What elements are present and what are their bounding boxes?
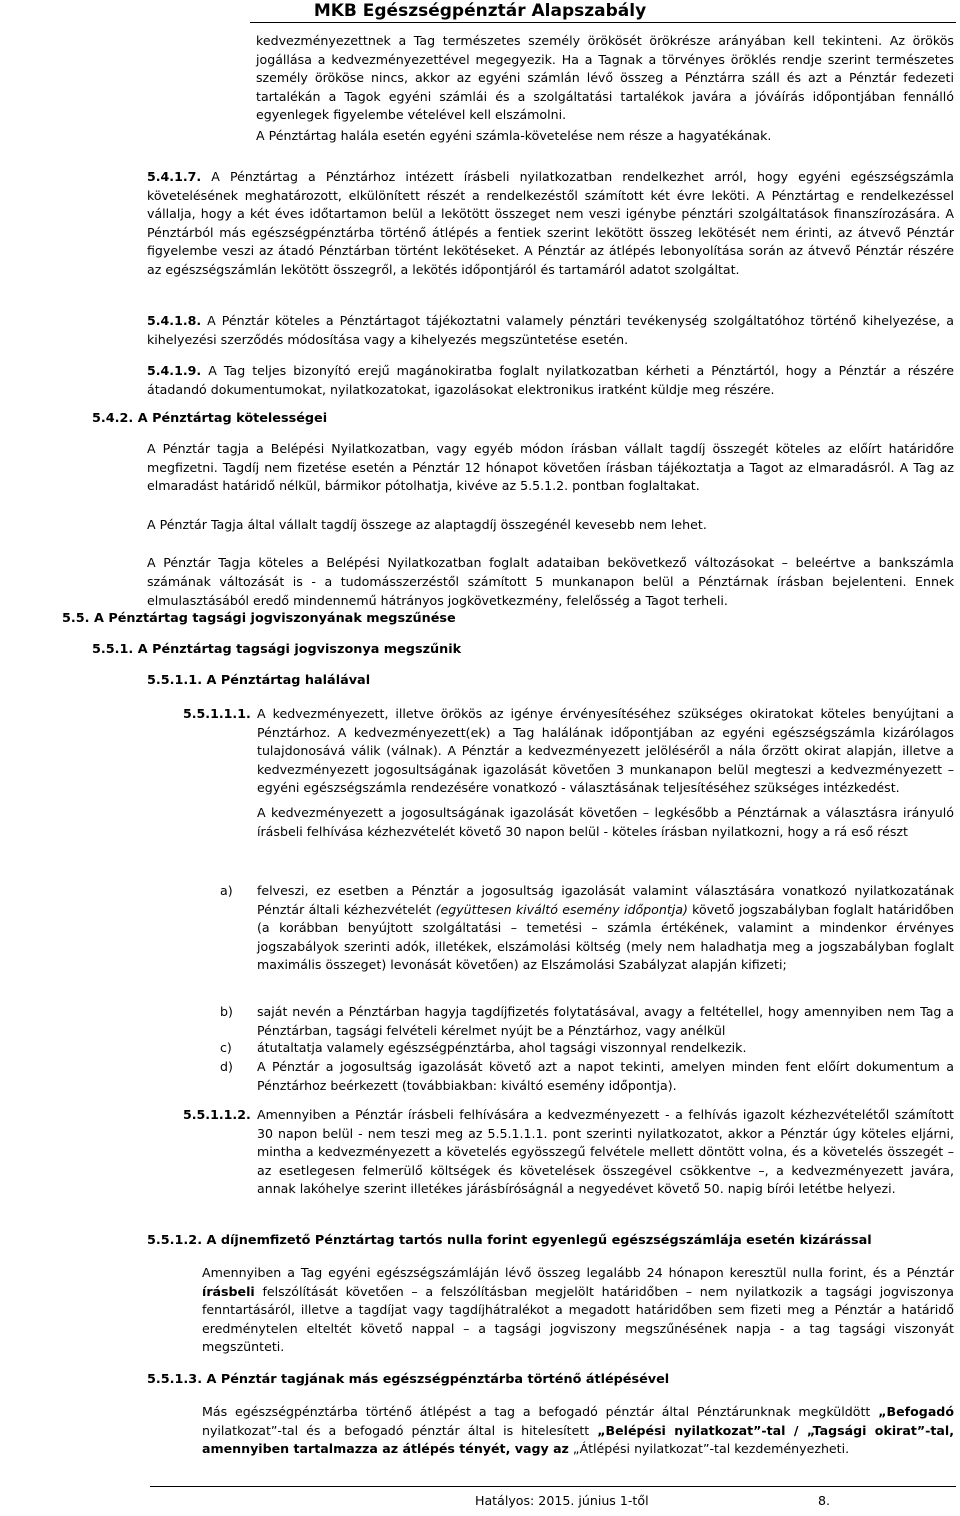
paragraph: A Pénztártag halála esetén egyéni számla-követelése nem része a hagyatékának. xyxy=(256,127,772,143)
page-number: 8. xyxy=(818,1493,831,1508)
list-marker: c) xyxy=(220,1040,232,1055)
list-text: követő jogszabályban foglalt határidőben (a korábban benyújtott szolgáltatási – temetési – számla értékének, valamint a mindenkor érvényes jogszabályok szerinti adók, illetékek, elszámolási költség (mely nem haladhatja meg a jogszabályban foglalt maximális összeget) levonását követően) az Elszámolási Szabályzat alapján kifizeti; xyxy=(257,901,955,973)
list-text: felveszi, ez esetben a Pénztár a jogosultság igazolását valamint választására vonatkozó nyilatkozatának Pénztár általi kézhezvételét xyxy=(257,883,954,917)
section-text: A Pénztártag a Pénztárhoz intézett írásbeli nyilatkozatban rendelkezhet arról, hogy egyéni egészségszámla követelésének meghatározott, elkülönített részét a rendelkezéstől számított két évre leköti. A Pénztártag e rendelkezéssel vállalja, hogy a két éves időtartamon belül a lekötött összeget nem veszi igénybe pénztári szolgáltatások finanszírozására. A Pénztárból más egészségpénztárba történő átlépés a fentiek szerint lekötött összeg lekötését nem érinti, az átvevő Pénztár figyelembe veszi az átadó Pénztárban történt lekötéseket. A Pénztár az átlépés lebonyolítása során az átvevő Pénztár részére az egészségszámlán lekötött összegről, a lekötés időpontjáról és tartamáról adatot szolgáltat. xyxy=(147,169,954,277)
section-text: A Pénztár köteles a Pénztártagot tájékoztatni valamely pénztári tevékenység szolgáltatóhoz történő kihelyezése, a kihelyezési szerződés módosítása vagy a kihelyezés megszüntetése esetén. xyxy=(147,313,954,347)
heading-5-5: 5.5. A Pénztártag tagsági jogviszonyának megszűnése xyxy=(62,611,456,626)
section-number: 5.4.1.8. xyxy=(147,313,202,328)
paragraph-text: Amennyiben a Tag egyéni egészségszámláján lévő összeg legalább 24 hónapon keresztül nulla forint, és a Pénztár xyxy=(202,1265,954,1280)
section-5-4-1-8 xyxy=(147,312,954,349)
section-5-4-1-7 xyxy=(147,168,954,280)
list-item-c xyxy=(220,1039,954,1058)
paragraph: A kedvezményezett a jogosultságának igazolását követően – legkésőbb a Pénztárnak a választásra irányuló írásbeli felhívása kézhezvételét követő 30 napon belül - köteles írásban nyilatkozni, hogy a rá eső részt xyxy=(257,804,954,839)
list-marker: b) xyxy=(220,1004,233,1019)
header-rule xyxy=(250,22,956,23)
section-5-4-1-9 xyxy=(147,362,954,399)
page-footer xyxy=(0,1492,960,1512)
bold-text: „Belépési nyilatkozat”-tal / „Tagsági okirat”-tal, amennyiben tartalmazza az átlépés tényét, vagy az xyxy=(202,1422,954,1457)
list-marker: a) xyxy=(220,883,233,898)
list-italic-text: (együttesen kiváltó esemény időpontja) xyxy=(435,901,688,917)
continued-paragraph xyxy=(256,32,954,146)
list-text: átutaltatja valamely egészségpénztárba, ahol tagsági viszonnyal rendelkezik. xyxy=(257,1040,747,1055)
paragraph-text: nyilatkozat”-tal és a befogadó pénztár által is hitelesített xyxy=(202,1422,590,1438)
section-number: 5.5.1.1.2. xyxy=(183,1107,251,1122)
list-marker: d) xyxy=(220,1059,233,1074)
bold-text: „Befogadó xyxy=(878,1404,954,1419)
list-text: A Pénztár a jogosultság igazolását követő azt a napot tekinti, amelyen minden fent előírt dokumentum a Pénztárhoz beérkezett (továbbiakban: kiváltó esemény időpontja). xyxy=(257,1059,954,1093)
section-number: 5.4.1.7. xyxy=(147,169,202,184)
paragraph: kedvezményezettnek a Tag természetes személy örökösét örökrésze arányában kell tekinteni. Az örökös jogállása a kedvezményezettével megegyezik. Ha a Tagnak a törvényes öröklés rendje szerint természetes személy örököse nincs, akkor az egyéni számlán lévő összeg a Pénztárra száll és azt a Pénztár fedezeti tartalékán a Tagok egyéni számlái és a szolgáltatási tartalékok javára a jóváírás időpontjában fennálló egyenlegek figyelembe vételével kell elszámolni. xyxy=(256,33,954,123)
section-5-5-1-2-body xyxy=(202,1264,954,1357)
paragraph: A Pénztár Tagja köteles a Belépési Nyilatkozatban foglalt adataiban bekövetkező változásokat – beleértve a bankszámla számának változását is - a tudomásszerzéstől számított 5 munkanapon belül a Pénztárnak írásban bejelenteni. Ennek elmulasztásából eredő mindennemű hátrányos jogkövetkezmény, felelősség a Tagot terheli. xyxy=(147,555,954,608)
paragraph-text: „Átlépési nyilatkozat”-tal kezdeményezheti. xyxy=(572,1441,850,1457)
list-text: saját nevén a Pénztárban hagyja tagdíjfizetés folytatásával, avagy a feltétellel, hogy amennyiben nem Tag a Pénztárban, tagsági felvételi kérelmet nyújt be a Pénztárhoz, vagy anélkül xyxy=(257,1004,954,1038)
list-item-b xyxy=(220,1003,954,1040)
effective-date: Hatályos: 2015. június 1-től xyxy=(475,1493,649,1508)
list-item-d xyxy=(220,1058,954,1095)
section-number: 5.4.1.9. xyxy=(147,363,202,378)
paragraph: A Pénztár Tagja által vállalt tagdíj összege az alaptagdíj összegénél kevesebb nem lehet. xyxy=(147,516,707,532)
section-5-5-1-1-1 xyxy=(183,705,954,841)
heading-5-4-2: 5.4.2. A Pénztártag kötelességei xyxy=(92,411,328,426)
list-item-a xyxy=(220,882,954,975)
section-5-4-2-body xyxy=(147,440,954,610)
section-text: A Tag teljes bizonyító erejű magánokiratba foglalt nyilatkozatban kérheti a Pénztártól, hogy a Pénztár a részére átadandó dokumentumokat, nyilatkozatokat, igazolásokat elektronikus iratként küldje meg részére. xyxy=(147,363,954,397)
heading-5-5-1-3: 5.5.1.3. A Pénztár tagjának más egészségpénztárba történő átlépésével xyxy=(147,1372,670,1387)
document-title: MKB Egészségpénztár Alapszabály xyxy=(313,1,647,21)
section-5-5-1-1-2 xyxy=(183,1106,954,1199)
section-number: 5.5.1.1.1. xyxy=(183,706,251,721)
footer-rule xyxy=(150,1486,956,1487)
paragraph-text: Más egészségpénztárba történő átlépést a tag a befogadó pénztár által Pénztárunknak megküldött xyxy=(202,1404,871,1419)
heading-5-5-1-2: 5.5.1.2. A díjnemfizető Pénztártag tartós nulla forint egyenlegű egészségszámlája esetén kizárással xyxy=(147,1233,872,1248)
paragraph-text: felszólítását követően – a felszólításban megjelölt határidőben – nem nyilatkozik a tagsági jogviszonya fenntartásáról, illetve a tagdíjat vagy tagdíjhátralékot a megadott határidőben sem fizeti meg a Pénztár a határidő eredménytelen elteltét követő nappal – a tagsági jogviszony megszűnésének napja - a tag tagsági viszonyát megszünteti. xyxy=(202,1283,954,1355)
bold-text: írásbeli xyxy=(202,1283,255,1299)
section-text: Amennyiben a Pénztár írásbeli felhívására a kedvezményezett - a felhívás igazolt kézhezvételétől számított 30 napon belül - nem teszi meg az 5.5.1.1.1. pont szerinti nyilatkozatot, akkor a Pénztár úgy köteles eljárni, mintha a kedvezményezett a követelés egyösszegű felvétele mellett döntött volna, és a követelés összegét – az esetlegesen felmerülő költségek és követelések összegével csökkentve –, a kedvezményezett javára, annak lakóhelye szerint illetékes járásbíróságnál a negyedévet követő 50. napig bírói letétbe helyezi. xyxy=(257,1107,954,1197)
heading-5-5-1: 5.5.1. A Pénztártag tagsági jogviszonya megszűnik xyxy=(92,642,462,657)
section-5-5-1-3-body xyxy=(202,1403,954,1459)
page-header xyxy=(0,0,960,22)
section-text: A kedvezményezett, illetve örökös az igénye érvényesítéséhez szükséges okiratokat köteles benyújtani a Pénztárhoz. A kedvezményezett(ek) a Tag halálának időpontjában az egyéni egészségszámla kizárólagos tulajdonosává válik (válnak). A Pénztár a kedvezményezett jelöléséről a nála őrzött okirat alapján, illetve a kedvezményezett jogosultságának igazolását követően 3 munkanapon belül megteszi a kedvezményezett – egyéni egészségszámla rendezésére vonatkozó - választásának teljesítéséhez szükséges intézkedést. xyxy=(257,706,954,796)
heading-5-5-1-1: 5.5.1.1. A Pénztártag halálával xyxy=(147,673,371,688)
paragraph: A Pénztár tagja a Belépési Nyilatkozatban, vagy egyéb módon írásban vállalt tagdíj összegét köteles az előírt határidőre megfizetni. Tagdíj nem fizetése esetén a Pénztár 12 hónapot követően írásban tájékoztatja a Tagot az elmaradásról. A Tag az elmaradást határidő nélkül, bármikor pótolhatja, kivéve az 5.5.1.2. pontban foglaltakat. xyxy=(147,441,954,494)
